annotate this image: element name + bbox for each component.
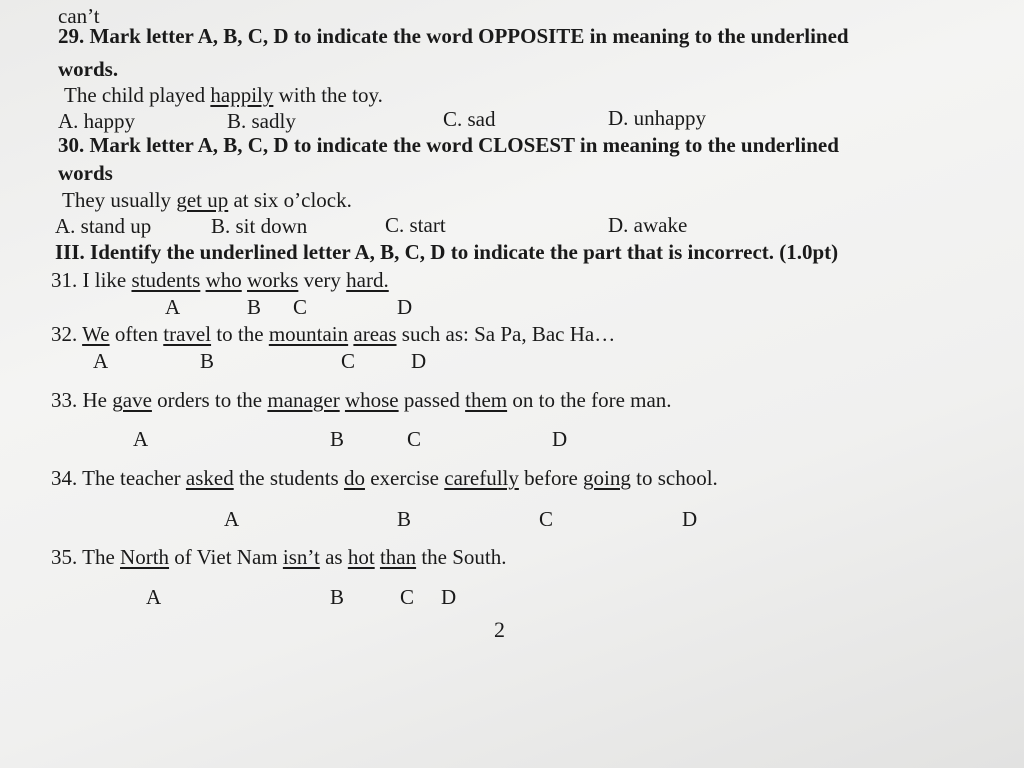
q35-part-a[interactable]: North	[120, 545, 170, 569]
q34-letter-b: B	[397, 507, 412, 531]
q33-letter-a: A	[133, 427, 149, 451]
q31-part-c[interactable]: works	[247, 268, 299, 292]
q31-letter-b: B	[247, 295, 262, 319]
q29-instruction-cont: words.	[58, 57, 119, 81]
q30-option-a[interactable]: A. stand up	[55, 214, 152, 238]
q33-part-a[interactable]: gave	[112, 388, 152, 412]
q30-sentence: They usually get up at six o’clock.	[62, 188, 352, 212]
q33-part-d[interactable]: them	[465, 388, 508, 412]
q35-letter-d: D	[441, 585, 457, 609]
q32-letter-b: B	[200, 349, 215, 373]
q29-option-d[interactable]: D. unhappy	[608, 106, 706, 130]
q34-part-d[interactable]: going	[583, 466, 631, 490]
q31-part-d[interactable]: hard.	[346, 268, 389, 292]
q29-sentence: The child played happily with the toy.	[64, 83, 383, 107]
q32-part-d[interactable]: areas	[353, 322, 397, 346]
q34-part-c[interactable]: carefully	[444, 466, 519, 490]
q31-sentence: 31. I like students who works very hard.	[51, 268, 389, 292]
q31-letter-d: D	[397, 295, 413, 319]
q35-part-d[interactable]: than	[379, 545, 417, 569]
q35-letter-a: A	[146, 585, 162, 609]
q35-part-c[interactable]: hot	[347, 545, 375, 569]
q34-part-b[interactable]: do	[343, 466, 365, 490]
q34-sentence: 34. The teacher asked the students do exercise carefully before going to school.	[51, 466, 718, 490]
q30-instruction: 30. Mark letter A, B, C, D to indicate the word CLOSEST in meaning to the underlined	[58, 133, 839, 157]
q30-underlined-phrase: get up	[176, 188, 229, 212]
q31-letter-c: C	[293, 295, 308, 319]
q31-part-b[interactable]: who	[205, 268, 242, 292]
q31-part-a[interactable]: students	[131, 268, 201, 292]
q33-letter-b: B	[330, 427, 345, 451]
q33-letter-d: D	[552, 427, 568, 451]
q32-sentence: 32. We often travel to the mountain areas such as: Sa Pa, Bac Ha…	[51, 322, 616, 346]
section-3-heading: III. Identify the underlined letter A, B, C, D to indicate the part that is incorrect. (1.0pt)	[55, 240, 839, 264]
q35-part-b[interactable]: isn’t	[282, 545, 320, 569]
q29-option-b[interactable]: B. sadly	[227, 109, 296, 133]
q35-letter-c: C	[400, 585, 415, 609]
q32-letter-a: A	[93, 349, 109, 373]
q32-part-c[interactable]: mountain	[268, 322, 349, 346]
q29-option-a[interactable]: A. happy	[58, 109, 135, 133]
q29-instruction: 29. Mark letter A, B, C, D to indicate the word OPPOSITE in meaning to the underlined	[58, 24, 849, 48]
q34-letter-a: A	[224, 507, 240, 531]
q32-part-b[interactable]: travel	[163, 322, 212, 346]
q32-letter-d: D	[411, 349, 427, 373]
q33-letter-c: C	[407, 427, 422, 451]
q34-part-a[interactable]: asked	[185, 466, 234, 490]
q34-letter-d: D	[682, 507, 698, 531]
q30-instruction-cont: words	[58, 161, 113, 185]
q34-letter-c: C	[539, 507, 554, 531]
top-fragment: can’t	[58, 4, 100, 28]
q30-option-d[interactable]: D. awake	[608, 213, 688, 237]
q30-option-b[interactable]: B. sit down	[211, 214, 308, 238]
page-number: 2	[494, 617, 505, 642]
q32-letter-c: C	[341, 349, 356, 373]
q35-sentence: 35. The North of Viet Nam isn’t as hot than the South.	[51, 545, 507, 569]
q30-option-c[interactable]: C. start	[385, 213, 446, 237]
q35-letter-b: B	[330, 585, 345, 609]
q33-part-b[interactable]: manager	[267, 388, 340, 412]
q32-part-a[interactable]: We	[82, 322, 110, 346]
q29-underlined-word: happily	[210, 83, 274, 107]
q33-part-c[interactable]: whose	[344, 388, 399, 412]
q31-letter-a: A	[165, 295, 181, 319]
q33-sentence: 33. He gave orders to the manager whose passed them on to the fore man.	[51, 388, 672, 412]
q29-option-c[interactable]: C. sad	[443, 107, 496, 131]
